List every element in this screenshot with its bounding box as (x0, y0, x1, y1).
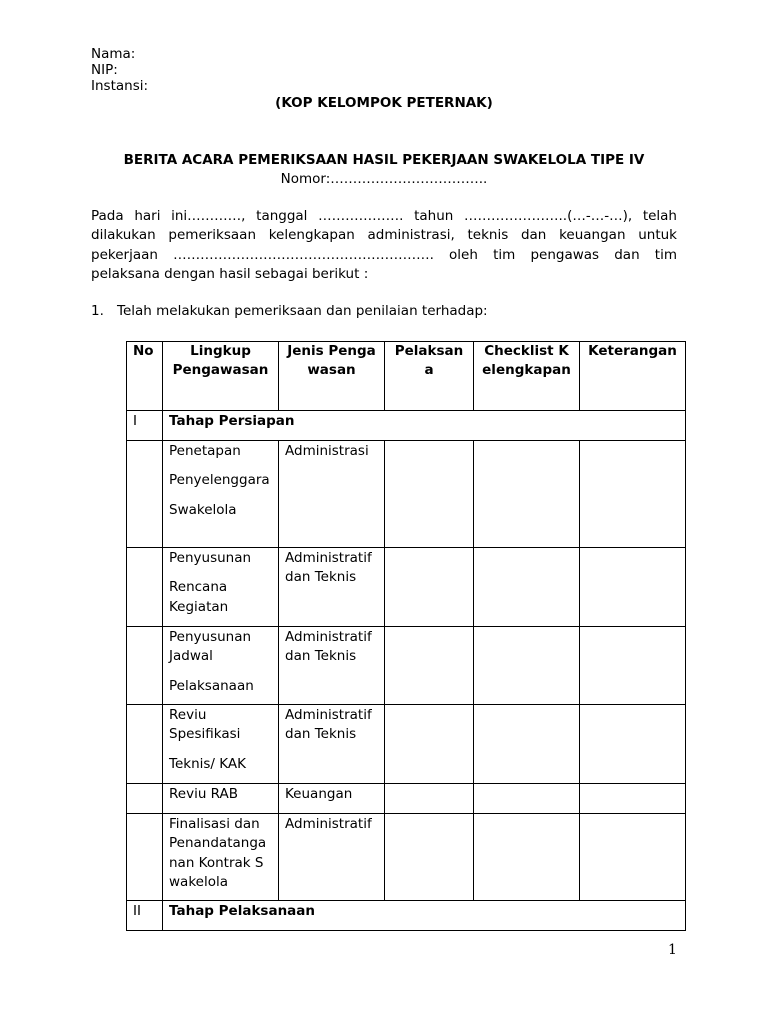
table-row (127, 784, 686, 814)
section-no: I (127, 411, 163, 441)
page-number: 1 (668, 942, 677, 958)
cell-jenis: Administratif dan Teknis (279, 627, 385, 705)
inspection-table (126, 341, 686, 931)
lingkup-line: Rencana Kegiatan (169, 579, 229, 615)
cell-jenis: Administratif dan Teknis (279, 548, 385, 627)
cell-lingkup (163, 814, 279, 901)
cell-checklist (474, 784, 580, 814)
cell-no (127, 814, 163, 901)
nomor-line: Nomor:…………………………….. (280, 171, 488, 187)
cell-pelaksana (385, 705, 474, 784)
cell-checklist (474, 441, 580, 548)
table-row (127, 627, 686, 705)
lingkup-line: Penyelenggara (169, 472, 270, 489)
cell-checklist (474, 627, 580, 705)
list-item-number: 1. (91, 303, 104, 319)
cell-pelaksana (385, 784, 474, 814)
lingkup-line: Pelaksanaan (169, 677, 254, 694)
cell-lingkup (163, 705, 279, 784)
table-row (127, 814, 686, 901)
header-no: No (127, 342, 163, 411)
nip-label: NIP: (91, 62, 118, 78)
list-item-text: Telah melakukan pemeriksaan dan penilaian terhadap: (117, 303, 488, 319)
cell-pelaksana (385, 548, 474, 627)
instansi-label: Instansi: (91, 78, 149, 94)
intro-paragraph: Pada hari ini…………, tanggal ………………. tahun …………………..(…-…-…), telah dilakukan pemeriksaan kelengkapan administrasi, teknis dan keuangan untuk pekerjaan …………………………………………………. oleh tim pengawas dan tim pelaksana dengan hasil sebagai berikut : (91, 208, 677, 282)
document-title: BERITA ACARA PEMERIKSAAN HASIL PEKERJAAN SWAKELOLA TIPE IV (123, 152, 645, 168)
section-no: II (127, 901, 163, 931)
cell-no (127, 441, 163, 548)
section-title: Tahap Persiapan (163, 411, 686, 441)
nama-label: Nama: (91, 46, 136, 62)
cell-keterangan (580, 784, 686, 814)
header-lingkup: Lingkup Pengawasan (163, 342, 279, 411)
cell-no (127, 784, 163, 814)
cell-lingkup (163, 784, 279, 814)
cell-pelaksana (385, 814, 474, 901)
section-row (127, 901, 686, 931)
lingkup-line: Finalisasi dan Penandatanganan Kontrak Swakelola (169, 816, 267, 890)
cell-keterangan (580, 705, 686, 784)
cell-checklist (474, 814, 580, 901)
cell-checklist (474, 548, 580, 627)
table-row (127, 548, 686, 627)
lingkup-line: Swakelola (169, 501, 237, 518)
cell-keterangan (580, 548, 686, 627)
cell-pelaksana (385, 627, 474, 705)
cell-no (127, 705, 163, 784)
section-row (127, 411, 686, 441)
cell-keterangan (580, 814, 686, 901)
section-title: Tahap Pelaksanaan (163, 901, 686, 931)
cell-lingkup (163, 441, 279, 548)
lingkup-line: Teknis/ KAK (169, 755, 246, 772)
cell-no (127, 548, 163, 627)
lingkup-line: Penyusunan Jadwal (169, 629, 252, 665)
cell-pelaksana (385, 441, 474, 548)
cell-jenis: Administrasi (279, 441, 385, 548)
header-jenis: Jenis Pengawasan (279, 342, 385, 411)
cell-jenis: Administratif dan Teknis (279, 705, 385, 784)
lingkup-line: Reviu Spesifikasi (169, 707, 241, 743)
cell-lingkup (163, 627, 279, 705)
cell-keterangan (580, 627, 686, 705)
cell-keterangan (580, 441, 686, 548)
cell-lingkup (163, 548, 279, 627)
kop-heading: (KOP KELOMPOK PETERNAK) (275, 95, 493, 111)
cell-jenis: Administratif (279, 814, 385, 901)
cell-checklist (474, 705, 580, 784)
lingkup-line: Penyusunan (169, 550, 252, 566)
header-pelaksana: Pelaksana (385, 342, 474, 411)
cell-jenis: Keuangan (279, 784, 385, 814)
table-row (127, 705, 686, 784)
header-keterangan: Keterangan (580, 342, 686, 411)
lingkup-line: Penetapan (169, 443, 241, 459)
lingkup-line: Reviu RAB (169, 786, 238, 802)
table-header-row (127, 342, 686, 411)
list-item-1 (91, 303, 488, 319)
header-checklist: Checklist Kelengkapan (474, 342, 580, 411)
cell-no (127, 627, 163, 705)
table-row (127, 441, 686, 548)
